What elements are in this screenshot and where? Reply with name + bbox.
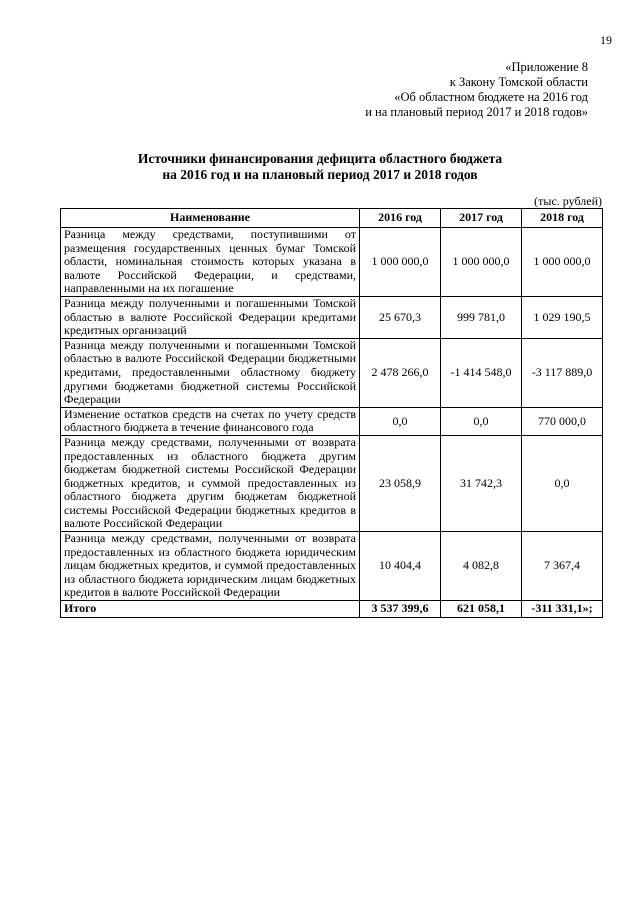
- appendix-line-2: к Закону Томской области: [449, 75, 588, 89]
- total-2017: 621 058,1: [441, 601, 522, 618]
- total-label: Итого: [61, 601, 360, 618]
- title-line-2: на 2016 год и на плановый период 2017 и 2018 годов: [162, 167, 478, 182]
- appendix-reference: [365, 60, 588, 120]
- header-name: Наименование: [61, 209, 360, 228]
- row-2016: 23 058,9: [360, 435, 441, 531]
- row-name: Разница между полученными и погашенными Томской областью в валюте Российской Федерации бюджетными кредитами, предоставленными областному бюджету другими бюджетами бюджетной системы Российской Федерации: [61, 338, 360, 407]
- document-title: [0, 151, 640, 183]
- table-row: [61, 435, 603, 531]
- row-name: Разница между полученными и погашенными Томской областью в валюте Российской Федерации кредитами кредитных организаций: [61, 296, 360, 338]
- units-note: (тыс. рублей): [534, 194, 602, 208]
- appendix-line-3: «Об областном бюджете на 2016 год: [394, 90, 588, 104]
- row-2018: -3 117 889,0: [522, 338, 603, 407]
- row-2016: 10 404,4: [360, 532, 441, 601]
- row-2018: 1 029 190,5: [522, 296, 603, 338]
- row-2017: 999 781,0: [441, 296, 522, 338]
- row-2016: 25 670,3: [360, 296, 441, 338]
- row-2018: 7 367,4: [522, 532, 603, 601]
- row-2018: 0,0: [522, 435, 603, 531]
- funding-sources-table: [60, 208, 603, 618]
- row-name: Разница между средствами, поступившими от размещения государственных ценных бумаг Томской области, номинальная стоимость которых указана в валюте Российской Федерации, и средствами, направленными на их погашение: [61, 228, 360, 297]
- header-2016: 2016 год: [360, 209, 441, 228]
- table-row: [61, 296, 603, 338]
- table-row: [61, 338, 603, 407]
- row-2017: -1 414 548,0: [441, 338, 522, 407]
- row-2016: 0,0: [360, 407, 441, 435]
- row-2016: 2 478 266,0: [360, 338, 441, 407]
- total-2018: -311 331,1»;: [522, 601, 603, 618]
- row-2016: 1 000 000,0: [360, 228, 441, 297]
- row-2018: 770 000,0: [522, 407, 603, 435]
- table-header-row: [61, 209, 603, 228]
- row-name: Разница между средствами, полученными от возврата предоставленных из областного бюджета другим бюджетам бюджетной системы Российской Федерации бюджетных кредитов, и суммой предоставленных из областного бюджета другим бюджетам бюджетной системы Российской Федерации бюджетных кредитов в валюте Российской Федерации: [61, 435, 360, 531]
- row-2017: 31 742,3: [441, 435, 522, 531]
- header-2017: 2017 год: [441, 209, 522, 228]
- table-row: [61, 407, 603, 435]
- page-number: 19: [600, 33, 612, 47]
- total-row: [61, 601, 603, 618]
- header-2018: 2018 год: [522, 209, 603, 228]
- table-row: [61, 532, 603, 601]
- row-2017: 4 082,8: [441, 532, 522, 601]
- title-line-1: Источники финансирования дефицита областного бюджета: [137, 151, 503, 166]
- table-row: [61, 228, 603, 297]
- appendix-line-4: и на плановый период 2017 и 2018 годов»: [365, 105, 588, 119]
- total-2016: 3 537 399,6: [360, 601, 441, 618]
- row-2017: 1 000 000,0: [441, 228, 522, 297]
- row-name: Изменение остатков средств на счетах по учету средств областного бюджета в течение финансового года: [61, 407, 360, 435]
- row-name: Разница между средствами, полученными от возврата предоставленных из областного бюджета юридическим лицам бюджетных кредитов, и суммой предоставленных из областного бюджета юридическим лицам бюджетных кредитов в валюте Российской Федерации: [61, 532, 360, 601]
- row-2017: 0,0: [441, 407, 522, 435]
- row-2018: 1 000 000,0: [522, 228, 603, 297]
- appendix-line-1: «Приложение 8: [505, 60, 588, 74]
